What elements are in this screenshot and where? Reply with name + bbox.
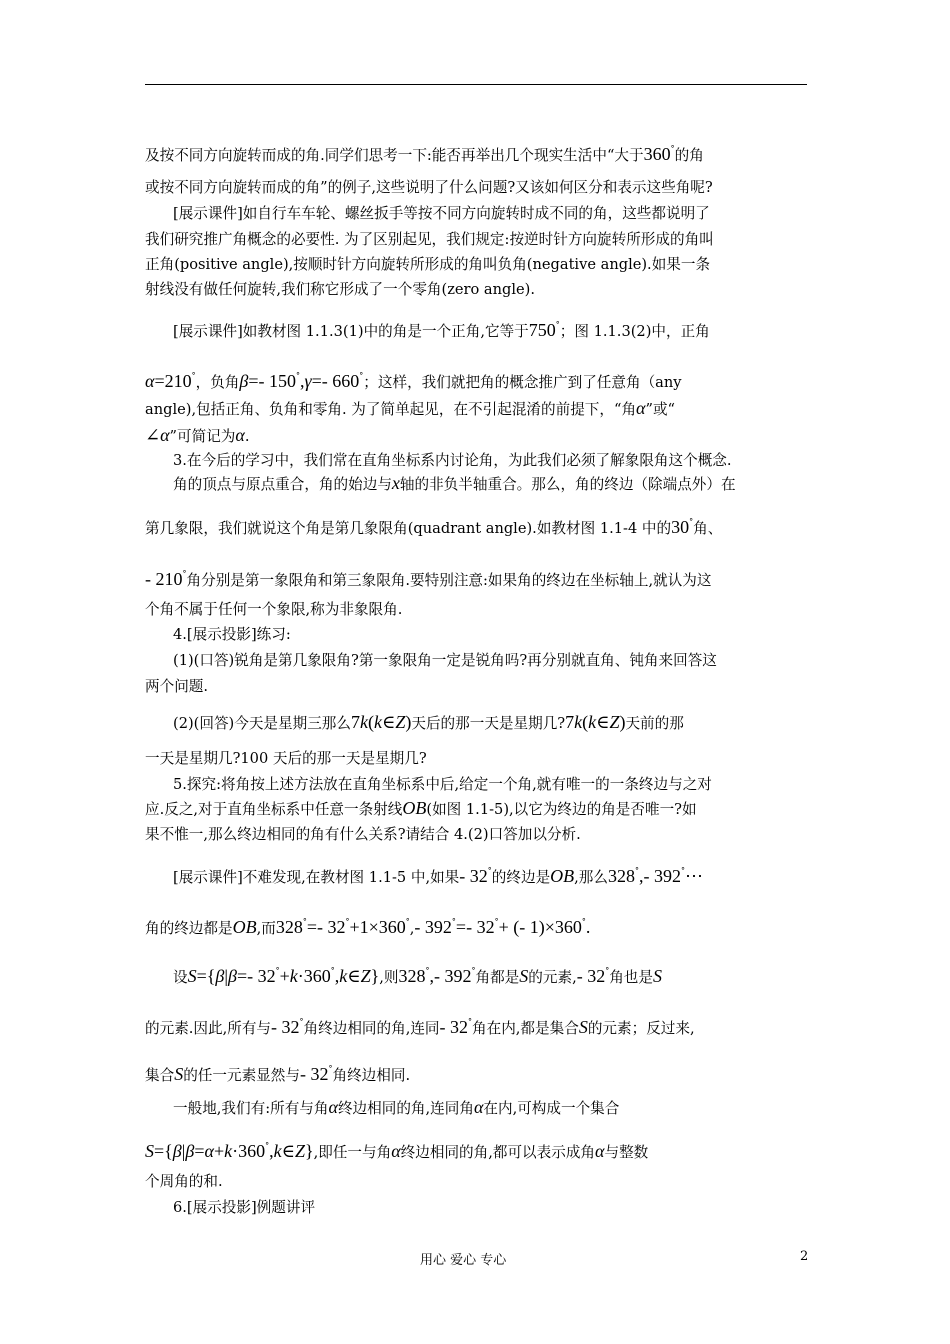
text-line: [展示课件]如自行车车轮、螺丝扳手等按不同方向旋转时成不同的角，这些都说明了 [173,205,710,222]
text-line: 射线没有做任何旋转,我们称它形成了一个零角(zero angle). [145,281,536,298]
text-line: 5.探究:将角按上述方法放在直角坐标系中后,给定一个角,就有唯一的一条终边与之对 [173,776,712,793]
text-line: - 210°角分别是第一象限角和第三象限角.要特别注意:如果角的终边在坐标轴上,就认为这 [145,569,712,589]
text-line: ∠α”可简记为α. [145,425,250,445]
page-number: 2 [800,1249,809,1264]
text-line: 角的终边都是OB,而328°=- 32°+1×360°,- 392°=- 32°+ (- 1)×360°. [145,917,591,937]
text-line: 个周角的和. [145,1173,223,1190]
text-line: 一天是星期几?100 天后的那一天是星期几? [145,750,427,767]
text-line: 3.在今后的学习中，我们常在直角坐标系内讨论角，为此我们必须了解象限角这个概念. [173,452,732,469]
text-line: [展示课件]不难发现,在教材图 1.1-5 中,如果- 32°的终边是OB,那么328°,- 392°⋯ [173,866,703,886]
text-line: 集合S的任一元素显然与- 32°角终边相同. [145,1064,411,1084]
text-line: 6.[展示投影]例题讲评 [173,1199,316,1216]
text-line: 的元素.因此,所有与- 32°角终边相同的角,连同- 32°角在内,都是集合S的元素；反过来, [145,1017,695,1037]
text-line: 或按不同方向旋转而成的角”的例子,这些说明了什么问题?又该如何区分和表示这些角呢? [145,179,713,196]
text-line: 正角(positive angle),按顺时针方向旋转所形成的角叫负角(negative angle).如果一条 [145,256,711,273]
text-line: 一般地,我们有:所有与角α终边相同的角,连同角α在内,可构成一个集合 [173,1097,620,1117]
text-line: 应.反之,对于直角坐标系中任意一条射线OB(如图 1.1-5),以它为终边的角是否唯一?如 [145,798,697,818]
text-line: 角的顶点与原点重合，角的始边与x轴的非负半轴重合。那么，角的终边（除端点外）在 [173,473,736,493]
text-line: 设S={β|β=- 32°+k·360°,k∈Z},则328°,- 392°角都是S的元素,- 32°角也是S [173,966,662,986]
text-line: 果不惟一,那么终边相同的角有什么关系?请结合 4.(2)口答加以分析. [145,826,581,843]
text-line: [展示课件]如教材图 1.1.3(1)中的角是一个正角,它等于750°；图 1.1.3(2)中，正角 [173,320,710,340]
page-footer: 用心 爱心 专心 [420,1253,507,1268]
text-line: (2)(回答)今天是星期三那么7k(k∈Z)天后的那一天是星期几?7k(k∈Z)天前的那 [173,712,684,732]
text-line: 个角不属于任何一个象限,称为非象限角. [145,601,403,618]
text-line: (1)(口答)锐角是第几象限角?第一象限角一定是锐角吗?再分别就直角、钝角来回答这 [173,652,717,669]
header-rule [145,84,807,85]
text-line: 及按不同方向旋转而成的角.同学们思考一下:能否再举出几个现实生活中“大于360°的角 [145,144,704,164]
text-line: angle),包括正角、负角和零角. 为了简单起见，在不引起混淆的前提下，“角α”或“ [145,398,676,418]
text-line: 4.[展示投影]练习: [173,626,291,643]
text-line: 第几象限，我们就说这个角是第几象限角(quadrant angle).如教材图 1.1-4 中的30°角、 [145,517,723,537]
text-line: S={β|β=α+k·360°,k∈Z},即任一与角α终边相同的角,都可以表示成角α与整数 [145,1141,649,1161]
text-line: 我们研究推广角概念的必要性. 为了区别起见，我们规定:按逆时针方向旋转所形成的角叫 [145,231,714,248]
text-line: 两个问题. [145,678,209,695]
text-line: α=210°，负角β=- 150°,γ=- 660°；这样，我们就把角的概念推广到了任意角（any [145,371,682,391]
